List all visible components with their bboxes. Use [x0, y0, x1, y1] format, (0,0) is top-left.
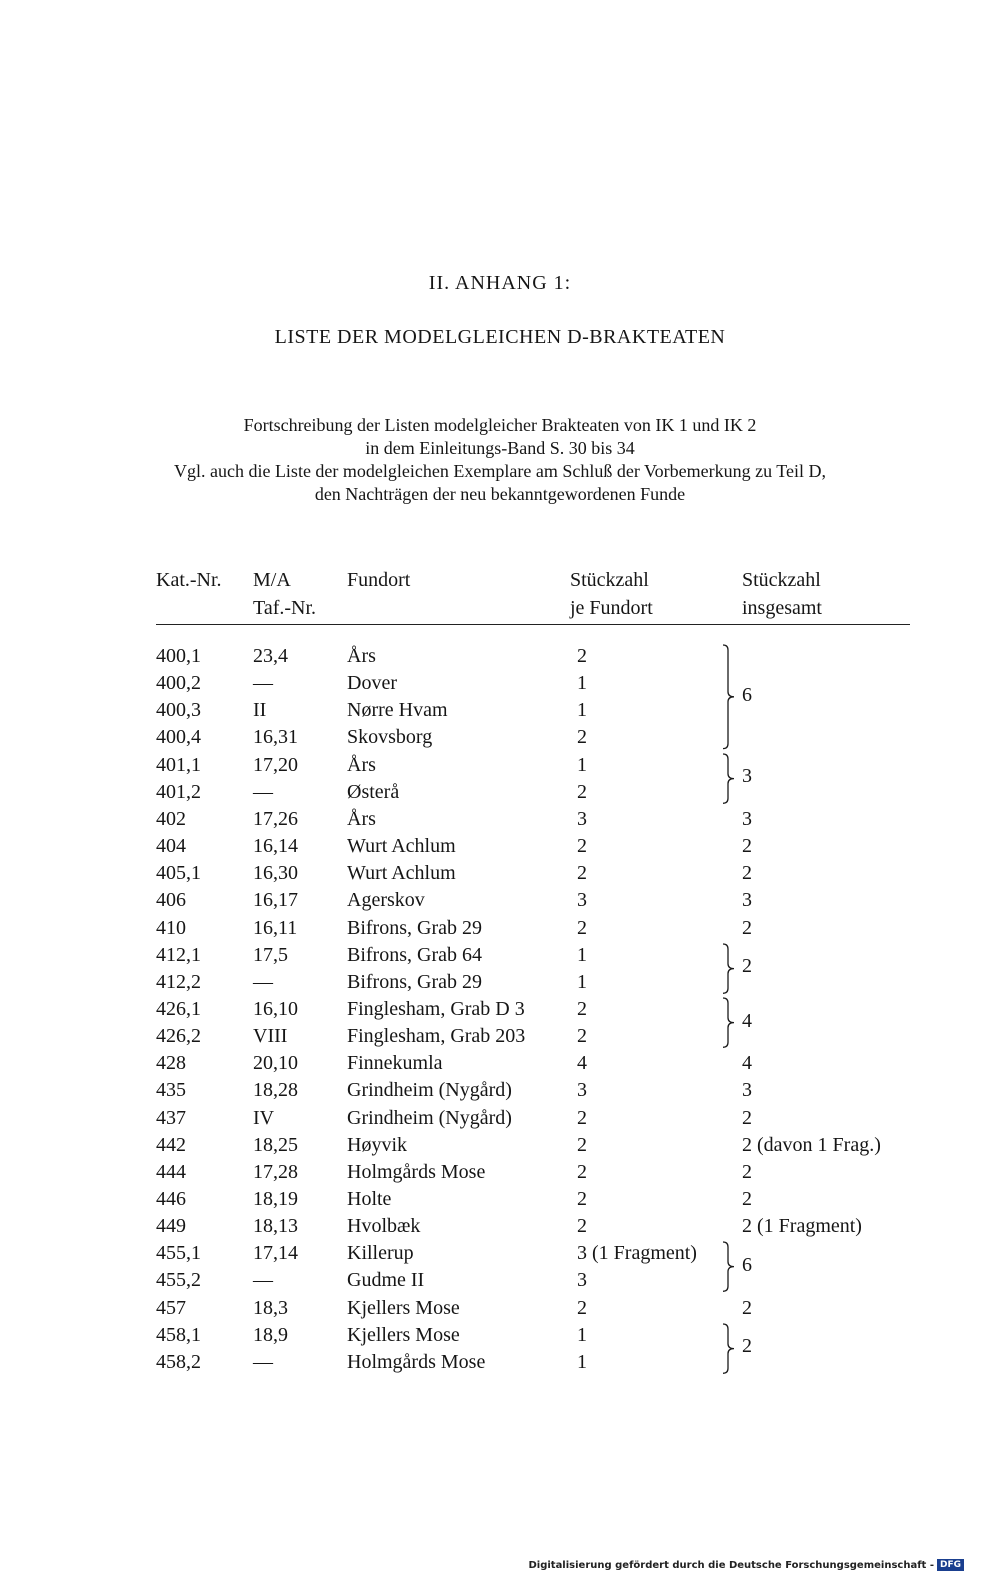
stueck-je-cell: 2 [577, 1025, 587, 1048]
tafnr-cell: 18,9 [253, 1323, 288, 1346]
fundort-cell: Skovsborg [347, 726, 433, 749]
group-brace [722, 1241, 736, 1292]
katnr-cell: 402 [156, 807, 186, 830]
table-row [0, 1077, 1000, 1104]
table-row [0, 670, 1000, 697]
col-header-stueck-je-a: Stückzahl [570, 569, 649, 591]
fundort-cell: Bifrons, Grab 29 [347, 916, 482, 939]
list-title: LISTE DER MODELGLEICHEN D-BRAKTEATEN [274, 326, 726, 348]
tafnr-cell: 17,14 [253, 1242, 298, 1265]
col-header-stueck-ges-b: insgesamt [742, 597, 822, 619]
tafnr-cell: — [253, 672, 273, 695]
table-row [0, 996, 1000, 1023]
katnr-cell: 446 [156, 1188, 186, 1210]
table-row [0, 1322, 1000, 1349]
stueck-total-cell: 2 [742, 916, 752, 939]
stueck-je-cell: 3 [577, 807, 587, 830]
stueck-total-cell: 2 [742, 1106, 752, 1129]
tafnr-cell: 18,19 [253, 1188, 298, 1210]
stueck-je-cell: 1 [577, 699, 587, 722]
fundort-cell: Finnekumla [347, 1052, 443, 1075]
stueck-total-cell: 2 (davon 1 Frag.) [742, 1133, 881, 1156]
table-row [0, 752, 1000, 779]
katnr-cell: 426,2 [156, 1025, 201, 1048]
footer-text: Digitalisierung gefördert durch die Deutsche Forschungsgemeinschaft - [528, 1560, 934, 1571]
katnr-cell: 437 [156, 1106, 186, 1129]
tafnr-cell: — [253, 780, 273, 803]
stueck-je-cell: 2 [577, 726, 587, 749]
fundort-cell: Kjellers Mose [347, 1296, 460, 1319]
group-brace [722, 997, 736, 1048]
stueck-total-cell: 2 [742, 835, 752, 858]
stueck-total-cell: 3 [742, 807, 752, 830]
intro-line: Vgl. auch die Liste der modelgleichen Exemplare am Schluß der Vorbemerkung zu Teil D, [173, 461, 827, 481]
tafnr-cell: 23,4 [253, 645, 288, 667]
stueck-total-cell: 2 [742, 1188, 752, 1210]
katnr-cell: 401,1 [156, 753, 201, 776]
stueck-je-cell: 1 [577, 943, 587, 966]
katnr-cell: 412,1 [156, 943, 201, 966]
fundort-cell: Grindheim (Nygård) [347, 1079, 512, 1102]
table-row [0, 1295, 1000, 1322]
tafnr-cell: 16,17 [253, 889, 298, 912]
fundort-cell: Dover [347, 672, 397, 695]
table-row [0, 887, 1000, 914]
stueck-je-cell: 2 [577, 1133, 587, 1156]
tafnr-cell: 17,26 [253, 807, 298, 830]
table-row [0, 1349, 1000, 1376]
tafnr-cell: 18,13 [253, 1215, 298, 1238]
fundort-cell: Holmgårds Mose [347, 1160, 486, 1183]
stueck-je-cell: 1 [577, 1350, 587, 1373]
fundort-cell: Holmgårds Mose [347, 1350, 486, 1373]
col-header-fundort: Fundort [347, 569, 411, 591]
fundort-cell: Års [347, 645, 376, 667]
stueck-total-cell: 2 (1 Fragment) [742, 1215, 862, 1238]
stueck-je-cell: 2 [577, 1188, 587, 1210]
table-row [0, 1213, 1000, 1240]
digitization-footer [528, 1559, 964, 1571]
col-header-stueck-je-b: je Fundort [570, 597, 653, 619]
fundort-cell: Kjellers Mose [347, 1323, 460, 1346]
katnr-cell: 458,1 [156, 1323, 201, 1346]
group-total: 2 [742, 1335, 752, 1358]
table-row [0, 1050, 1000, 1077]
table-row [0, 1023, 1000, 1050]
stueck-total-cell: 2 [742, 1160, 752, 1183]
table-row [0, 697, 1000, 724]
fundort-cell: Wurt Achlum [347, 835, 456, 858]
fundort-cell: Års [347, 807, 376, 830]
katnr-cell: 435 [156, 1079, 186, 1102]
stueck-je-cell: 2 [577, 1160, 587, 1183]
tafnr-cell: 17,20 [253, 753, 298, 776]
tafnr-cell: 18,3 [253, 1296, 288, 1319]
fundort-cell: Finglesham, Grab D 3 [347, 997, 525, 1020]
tafnr-cell: IV [253, 1106, 275, 1129]
table-row [0, 643, 1000, 670]
table-row [0, 1159, 1000, 1186]
stueck-je-cell: 2 [577, 645, 587, 667]
group-brace [722, 753, 736, 804]
stueck-je-cell: 2 [577, 780, 587, 803]
tafnr-cell: 16,30 [253, 862, 298, 885]
group-brace [722, 1323, 736, 1374]
group-total: 6 [742, 683, 752, 706]
appendix-heading: II. ANHANG 1: [428, 272, 572, 294]
table-row [0, 1105, 1000, 1132]
stueck-je-cell: 2 [577, 862, 587, 885]
katnr-cell: 455,2 [156, 1269, 201, 1292]
katnr-cell: 457 [156, 1296, 186, 1319]
table-row [0, 1240, 1000, 1267]
table-row [0, 942, 1000, 969]
fundort-cell: Bifrons, Grab 64 [347, 943, 482, 966]
tafnr-cell: VIII [253, 1025, 288, 1048]
katnr-cell: 400,2 [156, 672, 201, 695]
header-rule [156, 624, 910, 625]
tafnr-cell: — [253, 970, 273, 993]
stueck-je-cell: 3 [577, 1079, 587, 1102]
table-row [0, 1132, 1000, 1159]
fundort-cell: Finglesham, Grab 203 [347, 1025, 526, 1048]
katnr-cell: 455,1 [156, 1242, 201, 1265]
tafnr-cell: 16,14 [253, 835, 298, 858]
stueck-je-cell: 3 (1 Fragment) [577, 1242, 697, 1265]
stueck-je-cell: 2 [577, 1215, 587, 1238]
katnr-cell: 449 [156, 1215, 186, 1238]
stueck-total-cell: 3 [742, 889, 752, 912]
katnr-cell: 400,3 [156, 699, 201, 722]
group-brace [722, 943, 736, 994]
table-row [0, 969, 1000, 996]
col-header-stueck-ges-a: Stückzahl [742, 569, 821, 591]
tafnr-cell: 17,28 [253, 1160, 298, 1183]
fundort-cell: Holte [347, 1188, 392, 1210]
stueck-je-cell: 1 [577, 672, 587, 695]
katnr-cell: 400,1 [156, 645, 201, 667]
tafnr-cell: 17,5 [253, 943, 288, 966]
intro-line: Fortschreibung der Listen modelgleicher Brakteaten von IK 1 und IK 2 [243, 415, 757, 435]
stueck-je-cell: 1 [577, 970, 587, 993]
table-row [0, 724, 1000, 751]
dfg-logo: DFG [937, 1559, 964, 1571]
tafnr-cell: 16,31 [253, 726, 298, 749]
fundort-cell: Killerup [347, 1242, 414, 1265]
katnr-cell: 426,1 [156, 997, 201, 1020]
tafnr-cell: 20,10 [253, 1052, 298, 1075]
group-total: 4 [742, 1009, 752, 1032]
fundort-cell: Grindheim (Nygård) [347, 1106, 512, 1129]
katnr-cell: 428 [156, 1052, 186, 1075]
fundort-cell: Nørre Hvam [347, 699, 448, 722]
tafnr-cell: II [253, 699, 267, 722]
katnr-cell: 410 [156, 916, 186, 939]
intro-line: in dem Einleitungs-Band S. 30 bis 34 [365, 438, 635, 458]
stueck-je-cell: 3 [577, 1269, 587, 1292]
katnr-cell: 458,2 [156, 1350, 201, 1373]
stueck-je-cell: 2 [577, 1106, 587, 1129]
katnr-cell: 406 [156, 889, 186, 912]
stueck-je-cell: 1 [577, 753, 587, 776]
fundort-cell: Agerskov [347, 889, 425, 912]
katnr-cell: 404 [156, 835, 186, 858]
table-row [0, 833, 1000, 860]
katnr-cell: 401,2 [156, 780, 201, 803]
katnr-cell: 412,2 [156, 970, 201, 993]
stueck-je-cell: 2 [577, 997, 587, 1020]
tafnr-cell: 16,10 [253, 997, 298, 1020]
tafnr-cell: 18,25 [253, 1133, 298, 1156]
group-total: 6 [742, 1253, 752, 1276]
table-row [0, 860, 1000, 887]
table-row [0, 915, 1000, 942]
table-row [0, 779, 1000, 806]
tafnr-cell: 16,11 [253, 916, 298, 939]
fundort-cell: Østerå [347, 780, 400, 803]
group-brace [722, 644, 736, 750]
tafnr-cell: — [253, 1350, 273, 1373]
col-header-katnr: Kat.-Nr. [156, 569, 222, 591]
stueck-je-cell: 2 [577, 835, 587, 858]
table-row [0, 1186, 1000, 1213]
stueck-je-cell: 3 [577, 889, 587, 912]
katnr-cell: 444 [156, 1160, 186, 1183]
tafnr-cell: — [253, 1269, 273, 1292]
katnr-cell: 405,1 [156, 862, 201, 885]
fundort-cell: Hvolbæk [347, 1215, 421, 1238]
fundort-cell: Wurt Achlum [347, 862, 456, 885]
fundort-cell: Høyvik [347, 1133, 407, 1156]
col-header-ma: M/A [253, 569, 291, 591]
col-header-tafnr: Taf.-Nr. [253, 597, 317, 619]
intro-line: den Nachträgen der neu bekanntgewordenen Funde [314, 484, 686, 504]
stueck-total-cell: 2 [742, 862, 752, 885]
group-total: 2 [742, 955, 752, 978]
stueck-total-cell: 2 [742, 1296, 752, 1319]
stueck-je-cell: 2 [577, 916, 587, 939]
fundort-cell: Års [347, 753, 376, 776]
fundort-cell: Gudme II [347, 1269, 425, 1292]
stueck-total-cell: 4 [742, 1052, 752, 1075]
stueck-je-cell: 1 [577, 1323, 587, 1346]
table-row [0, 1267, 1000, 1294]
intro-paragraph [0, 414, 1000, 506]
tafnr-cell: 18,28 [253, 1079, 298, 1102]
stueck-je-cell: 4 [577, 1052, 587, 1075]
stueck-total-cell: 3 [742, 1079, 752, 1102]
group-total: 3 [742, 765, 752, 788]
stueck-je-cell: 2 [577, 1296, 587, 1319]
katnr-cell: 442 [156, 1133, 186, 1156]
katnr-cell: 400,4 [156, 726, 201, 749]
table-row [0, 806, 1000, 833]
fundort-cell: Bifrons, Grab 29 [347, 970, 482, 993]
